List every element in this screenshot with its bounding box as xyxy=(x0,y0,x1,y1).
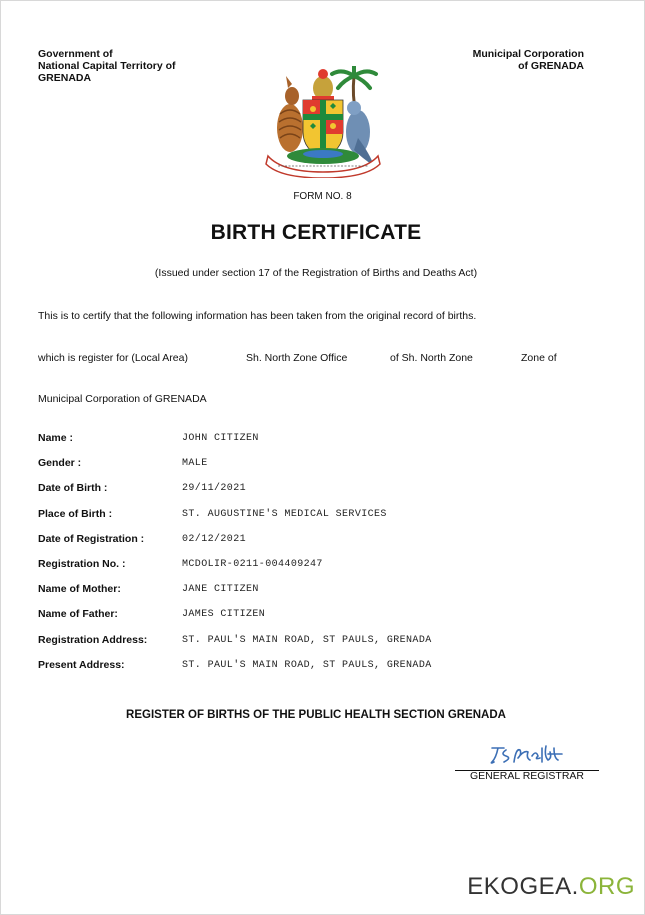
field-label: Place of Birth : xyxy=(38,507,113,520)
issuing-government xyxy=(38,48,176,84)
certify-statement: This is to certify that the following information has been taken from the original record of births. xyxy=(38,310,477,322)
document-title: BIRTH CERTIFICATE xyxy=(210,221,422,244)
field-label: Date of Registration : xyxy=(38,532,145,545)
field-label: Registration No. : xyxy=(38,557,126,570)
field-value: ST. PAUL'S MAIN ROAD, ST PAULS, GRENADA xyxy=(182,634,432,646)
field-value: 02/12/2021 xyxy=(182,533,247,545)
field-value: ST. PAUL'S MAIN ROAD, ST PAULS, GRENADA xyxy=(182,659,432,671)
municipal-line: Municipal Corporation of GRENADA xyxy=(38,393,207,405)
field-value: MCDOLIR-0211-004409247 xyxy=(182,558,323,570)
form-number: FORM NO. 8 xyxy=(293,191,352,202)
header-left-line: Government of xyxy=(38,48,113,60)
register-line-zone-of: Zone of xyxy=(521,352,557,364)
field-value: JOHN CITIZEN xyxy=(182,433,259,444)
header-left-line: GRENADA xyxy=(38,72,92,84)
issuing-corporation xyxy=(473,48,584,72)
field-label: Gender : xyxy=(38,457,82,470)
general-registrar-title: GENERAL REGISTRAR xyxy=(470,770,584,782)
coat-of-arms-icon xyxy=(262,66,384,178)
register-line-local-area: which is register for (Local Area) xyxy=(38,352,188,364)
watermark-logo xyxy=(467,873,635,901)
field-value: ST. AUGUSTINE'S MEDICAL SERVICES xyxy=(182,508,387,520)
field-label: Registration Address: xyxy=(38,633,148,646)
field-label: Name of Mother: xyxy=(38,583,121,596)
issued-under-note: (Issued under section 17 of the Registration of Births and Deaths Act) xyxy=(154,267,478,279)
field-label: Date of Birth : xyxy=(38,482,108,495)
field-label: Name of Father: xyxy=(38,608,118,621)
header-left-line: National Capital Territory of xyxy=(38,60,176,72)
header-right-line: of GRENADA xyxy=(518,60,584,72)
field-value: JANE CITIZEN xyxy=(182,584,259,596)
field-value: MALE xyxy=(182,458,208,470)
watermark-accent-text: ORG xyxy=(578,873,635,900)
register-of-births-note: REGISTER OF BIRTHS OF THE PUBLIC HEALTH SECTION GRENADA xyxy=(126,709,506,721)
signature-icon xyxy=(488,742,566,768)
field-value: JAMES CITIZEN xyxy=(182,609,266,621)
register-line-zone: of Sh. North Zone xyxy=(390,352,473,364)
header-right-line: Municipal Corporation xyxy=(472,48,584,60)
watermark-text: EKOGEA. xyxy=(467,873,579,900)
field-label: Present Address: xyxy=(38,658,125,671)
field-value: 29/11/2021 xyxy=(182,483,247,495)
field-label: Name : xyxy=(38,432,74,444)
register-line-office: Sh. North Zone Office xyxy=(246,352,348,364)
